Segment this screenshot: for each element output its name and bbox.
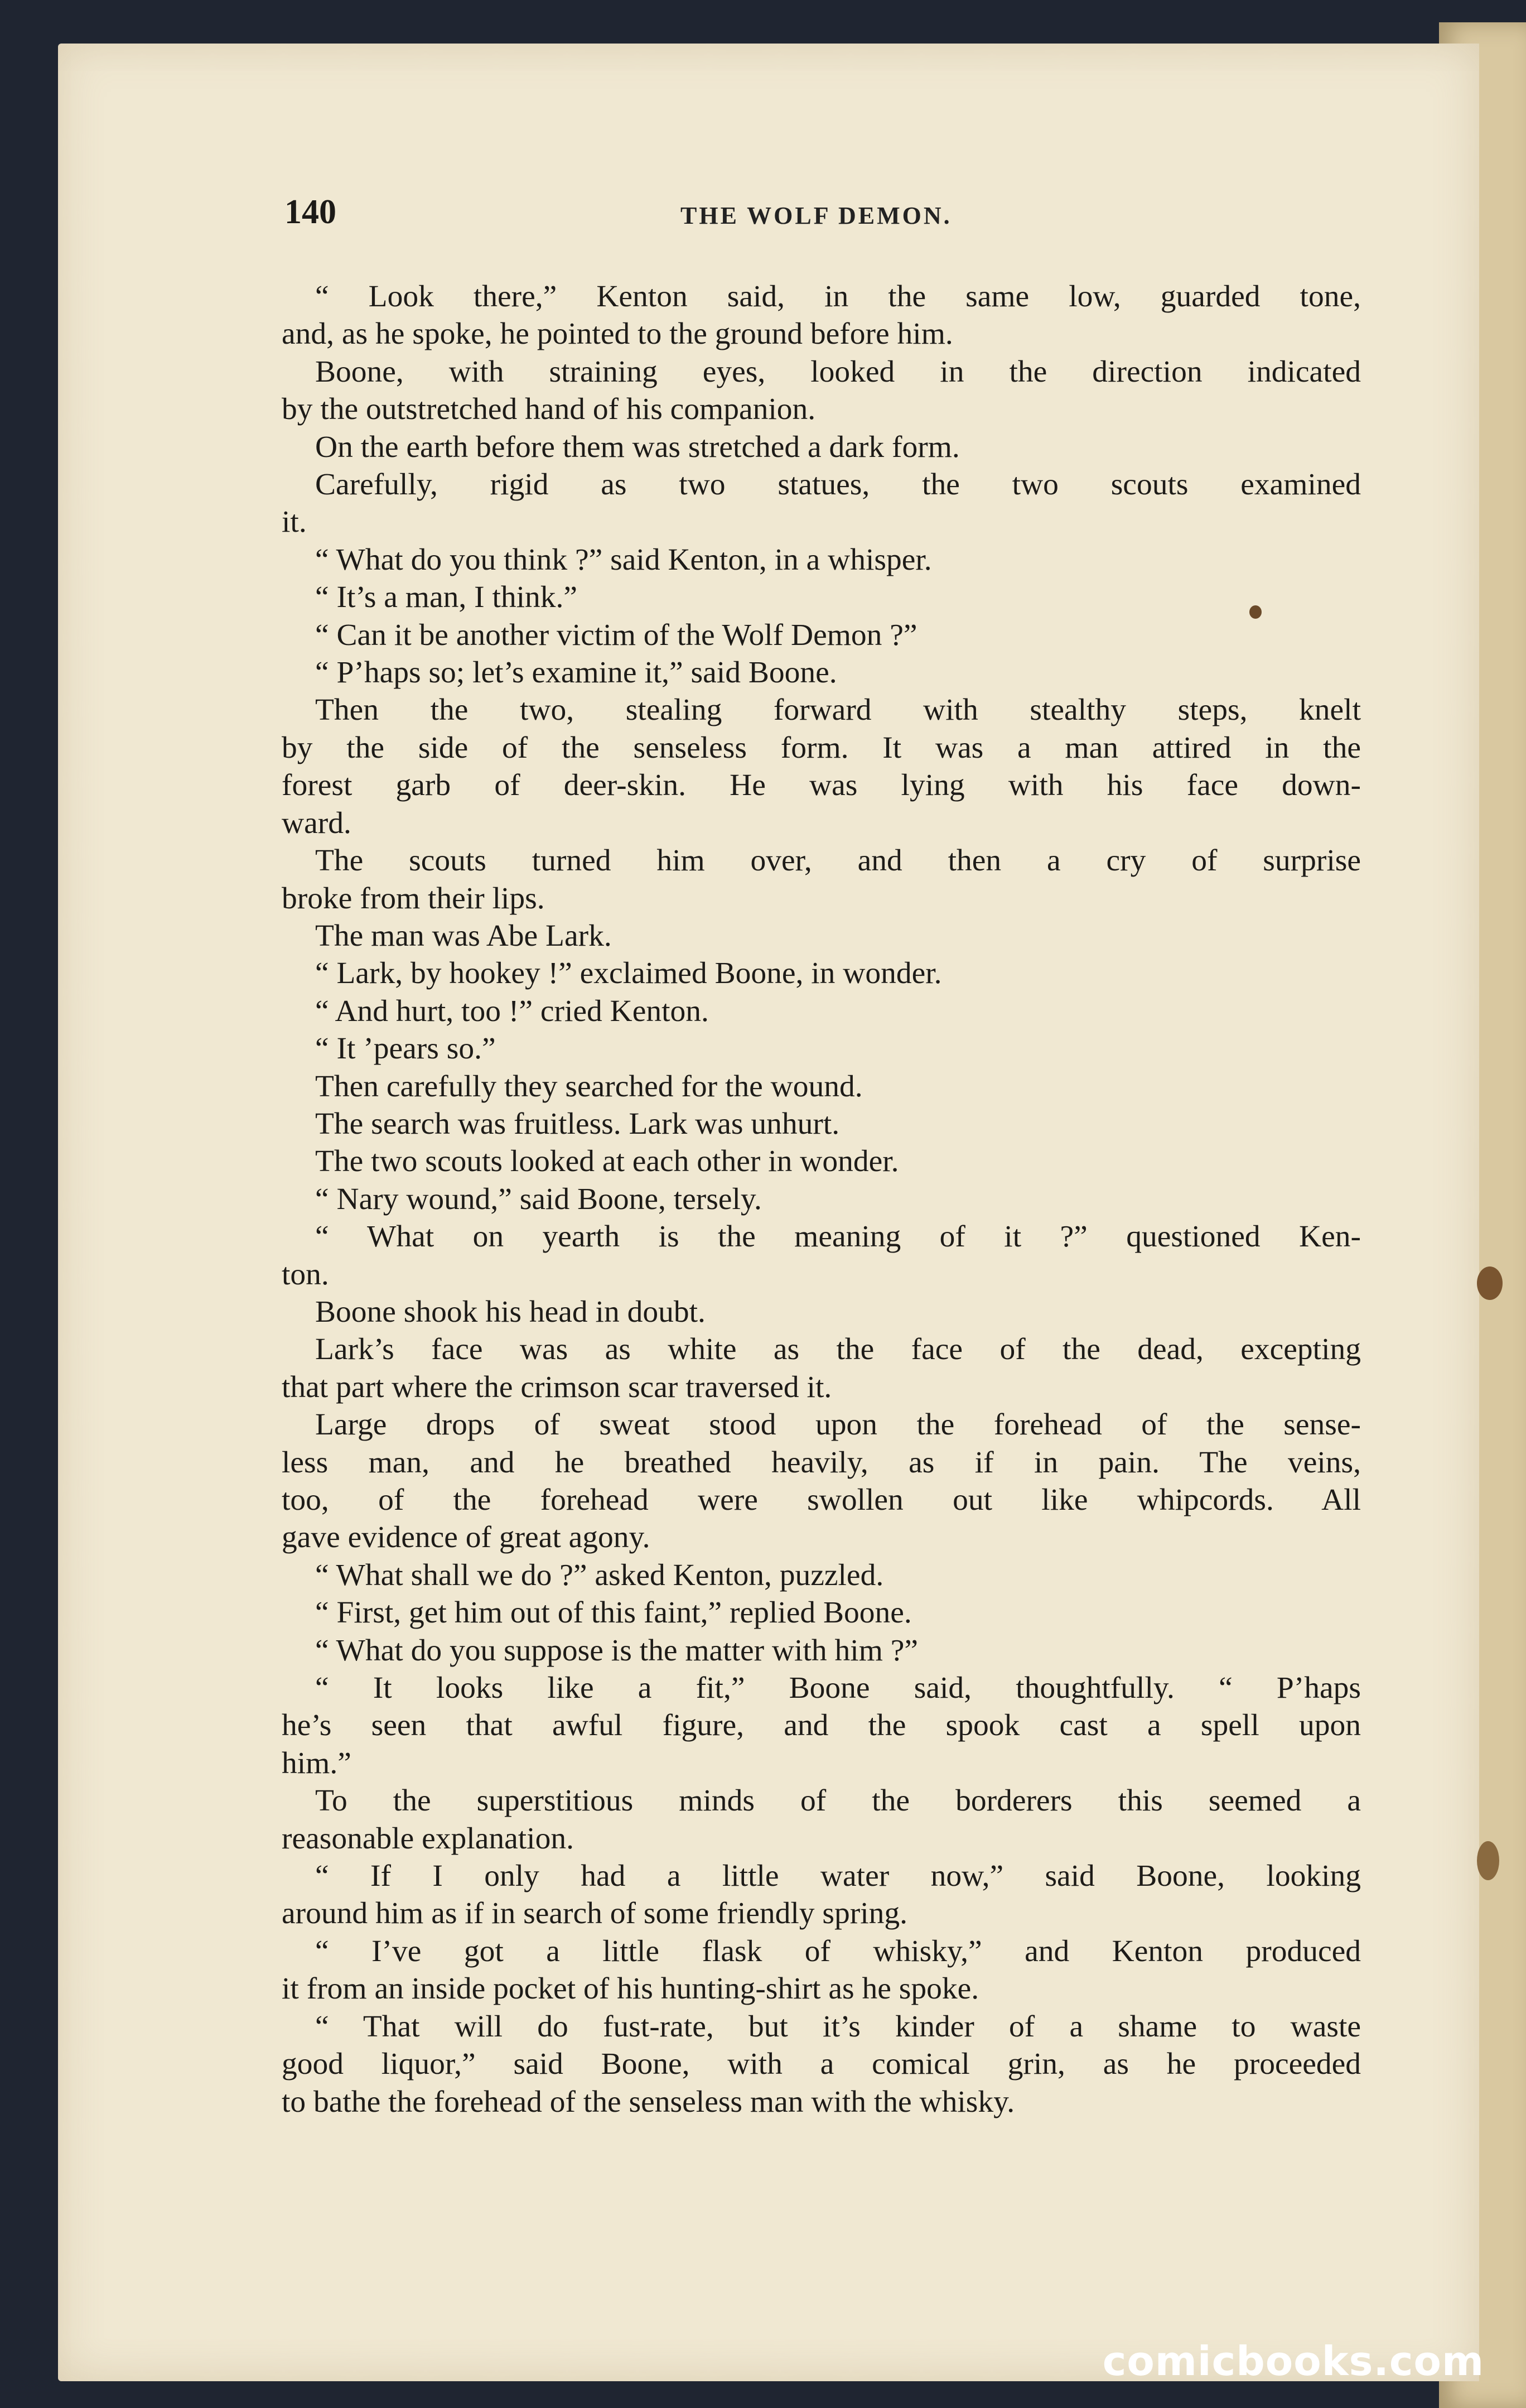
text-line: Large drops of sweat stood upon the forehead of the sense- [315,1408,1361,1442]
edge-stain [1477,1841,1499,1880]
text-line: Boone shook his head in doubt. [315,1294,706,1329]
text-line: The search was fruitless. Lark was unhurt. [315,1106,840,1141]
text-line: and, as he spoke, he pointed to the ground before him. [282,317,953,351]
text-line: “ What on yearth is the meaning of it ?” questioned Ken- [315,1220,1361,1254]
text-line: good liquor,” said Boone, with a comical grin, as he proceeded [282,2047,1361,2082]
watermark: comicbooks.com [1102,2338,1484,2385]
text-line: ward. [282,806,351,840]
body-text [282,278,1361,2121]
running-title: THE WOLF DEMON. [680,202,952,229]
text-line: Then the two, stealing forward with stealthy steps, knelt [315,693,1361,728]
text-line: “ That will do fust-rate, but it’s kinder of a shame to waste [315,2009,1361,2044]
text-line: “ I’ve got a little flask of whisky,” and Kenton produced [315,1934,1361,1968]
text-line: Lark’s face was as white as the face of the dead, excepting [315,1332,1361,1367]
text-line: To the superstitious minds of the borderers this seemed a [315,1784,1361,1818]
text-line: around him as if in search of some friendly spring. [282,1896,908,1931]
text-line: “ What do you think ?” said Kenton, in a whisper. [315,542,932,577]
text-line: “ Can it be another victim of the Wolf Demon ?” [315,618,917,652]
text-line: “ What do you suppose is the matter with him ?” [315,1633,919,1668]
text-line: Boone, with straining eyes, looked in the direction indicated [315,354,1361,389]
page-number: 140 [284,193,336,231]
text-line: him.” [282,1746,351,1780]
text-line: it. [282,505,307,540]
text-line: “ P’haps so; let’s examine it,” said Boone. [315,656,837,690]
text-line: by the side of the senseless form. It was a man attired in the [282,730,1361,765]
edge-stain [1477,1266,1503,1300]
text-line: it from an inside pocket of his hunting-shirt as he spoke. [282,1972,979,2006]
text-line: by the outstretched hand of his companion. [282,392,816,427]
text-line: “ It looks like a fit,” Boone said, thoughtfully. “ P’haps [315,1671,1361,1706]
text-line: “ First, get him out of this faint,” replied Boone. [315,1596,912,1630]
text-line: to bathe the forehead of the senseless man with the whisky. [282,2084,1015,2119]
text-line: On the earth before them was stretched a dark form. [315,430,960,464]
text-line: “ If I only had a little water now,” said Boone, looking [315,1859,1361,1894]
text-line: “ It ’pears so.” [315,1032,496,1066]
text-line: The man was Abe Lark. [315,918,612,953]
text-line: reasonable explanation. [282,1821,574,1856]
text-line: The scouts turned him over, and then a cry of surprise [315,844,1361,878]
text-line: “ What shall we do ?” asked Kenton, puzzled. [315,1558,884,1592]
text-line: “ Lark, by hookey !” exclaimed Boone, in wonder. [315,956,942,991]
page-header [284,192,1366,254]
text-line: “ Nary wound,” said Boone, tersely. [315,1182,762,1216]
text-line: forest garb of deer-skin. He was lying with his face down- [282,768,1361,803]
text-line: “ Look there,” Kenton said, in the same low, guarded tone, [315,280,1361,314]
text-line: Carefully, rigid as two statues, the two scouts examined [315,468,1361,502]
text-line: ton. [282,1257,329,1292]
text-line: too, of the forehead were swollen out like whipcords. All [282,1483,1361,1517]
text-line: less man, and he breathed heavily, as if in pain. The veins, [282,1445,1361,1480]
text-line: The two scouts looked at each other in wonder. [315,1144,899,1179]
text-line: “ And hurt, too !” cried Kenton. [315,994,709,1028]
text-line: broke from their lips. [282,881,545,916]
text-line: Then carefully they searched for the wound. [315,1069,863,1104]
text-line: “ It’s a man, I think.” [315,580,578,615]
text-line: that part where the crimson scar traversed it. [282,1370,832,1404]
text-line: gave evidence of great agony. [282,1520,650,1555]
text-line: he’s seen that awful figure, and the spook cast a spell upon [282,1708,1361,1743]
